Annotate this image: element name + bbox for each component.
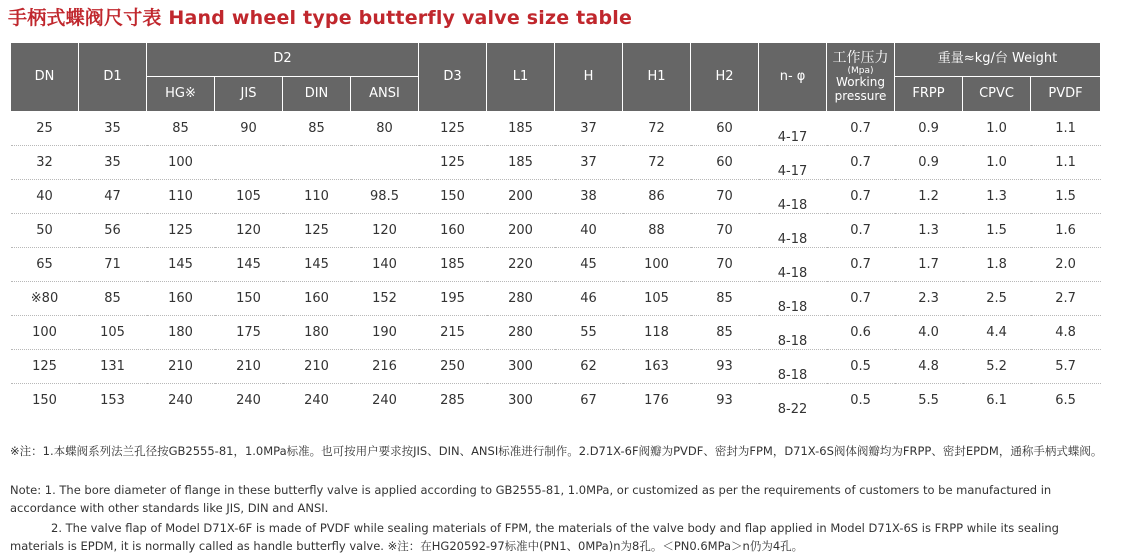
cell-cpvc: 4.4 [963, 316, 1031, 350]
cell-h1: 72 [623, 146, 691, 180]
cell-ansi: 80 [351, 112, 419, 146]
working-pressure-unit: (Mpa) [847, 65, 874, 76]
cell-hg: 125 [147, 214, 215, 248]
cell-d3: 150 [419, 180, 487, 214]
cell-n-phi: 8-18 [759, 316, 827, 350]
cell-wp: 0.6 [827, 316, 895, 350]
table-row [11, 248, 1101, 282]
cell-jis: 145 [215, 248, 283, 282]
cell-hg: 210 [147, 350, 215, 384]
cell-dn: ※80 [11, 282, 79, 316]
cell-wp: 0.7 [827, 248, 895, 282]
cell-wp: 0.5 [827, 350, 895, 384]
header-d2: D2 [147, 43, 419, 77]
cell-frpp: 5.5 [918, 393, 939, 408]
cell-din: 110 [283, 180, 351, 214]
cell-dn: 50 [11, 214, 79, 248]
cell-h1: 72 [623, 112, 691, 146]
header-weight: 重量≈kg/台 Weight [895, 43, 1101, 77]
cell-l1: 200 [487, 180, 555, 214]
cell-cpvc: 1.0 [963, 146, 1031, 180]
cell-h: 37 [555, 112, 623, 146]
cell-din: 180 [283, 316, 351, 350]
cell-dn: 150 [32, 393, 57, 408]
cell-l1: 280 [487, 282, 555, 316]
cell-l1: 300 [508, 393, 533, 408]
cell-n-phi: 4-18 [759, 180, 827, 214]
cell-hg: 160 [147, 282, 215, 316]
cell-din: 210 [283, 350, 351, 384]
cell-dn: 100 [11, 316, 79, 350]
cell-h1: 86 [623, 180, 691, 214]
header-d2-din: DIN [283, 77, 351, 112]
table-row [11, 214, 1101, 248]
cell-cpvc: 1.0 [963, 112, 1031, 146]
header-weight-frpp: FRPP [895, 77, 963, 112]
cell-frpp: 4.8 [895, 350, 963, 384]
cell-hg: 100 [147, 146, 215, 180]
cell-frpp: 4.0 [895, 316, 963, 350]
cell-pvdf: 1.5 [1031, 180, 1101, 214]
cell-h: 46 [555, 282, 623, 316]
cell-h: 67 [580, 393, 597, 408]
cell-frpp: 0.9 [895, 146, 963, 180]
table-body [11, 112, 1101, 418]
cell-din [283, 146, 351, 180]
cell-h: 45 [555, 248, 623, 282]
header-weight-pvdf: PVDF [1031, 77, 1101, 112]
cell-hg: 240 [168, 393, 193, 408]
cell-n-phi: 4-18 [759, 248, 827, 282]
cell-h2: 70 [691, 248, 759, 282]
cell-d1: 35 [79, 146, 147, 180]
cell-dn: 65 [11, 248, 79, 282]
cell-h2: 93 [716, 393, 733, 408]
cell-din: 160 [283, 282, 351, 316]
table-row [11, 146, 1101, 180]
cell-ansi: 240 [372, 393, 397, 408]
cell-jis: 210 [215, 350, 283, 384]
cell-d1: 131 [79, 350, 147, 384]
cell-d3: 195 [419, 282, 487, 316]
table-row [11, 180, 1101, 214]
cell-jis: 150 [215, 282, 283, 316]
cell-jis [215, 146, 283, 180]
cell-hg: 145 [147, 248, 215, 282]
cell-d1: 85 [79, 282, 147, 316]
table-row [11, 350, 1101, 384]
cell-n-phi: 8-22 [777, 402, 808, 417]
cell-wp: 0.7 [827, 180, 895, 214]
table-row [11, 282, 1101, 316]
cell-pvdf: 1.6 [1031, 214, 1101, 248]
cell-ansi: 140 [351, 248, 419, 282]
header-h1: H1 [623, 43, 691, 112]
cell-d1: 35 [79, 112, 147, 146]
cell-pvdf: 4.8 [1031, 316, 1101, 350]
cell-cpvc: 2.5 [963, 282, 1031, 316]
cell-cpvc: 5.2 [963, 350, 1031, 384]
header-d2-jis: JIS [215, 77, 283, 112]
cell-d3: 185 [419, 248, 487, 282]
cell-n-phi: 4-17 [759, 112, 827, 146]
cell-jis: 175 [215, 316, 283, 350]
cell-h1: 88 [623, 214, 691, 248]
cell-d3: 125 [419, 112, 487, 146]
cell-h2: 70 [691, 180, 759, 214]
cell-h: 40 [555, 214, 623, 248]
cell-n-phi: 8-18 [759, 282, 827, 316]
header-h2: H2 [691, 43, 759, 112]
header-d2-ansi: ANSI [351, 77, 419, 112]
header-d2-hg: HG※ [147, 77, 215, 112]
cell-ansi: 98.5 [351, 180, 419, 214]
cell-d1: 56 [79, 214, 147, 248]
cell-cpvc: 1.3 [963, 180, 1031, 214]
header-l1: L1 [487, 43, 555, 112]
cell-d3: 250 [419, 350, 487, 384]
cell-wp: 0.7 [827, 146, 895, 180]
cell-jis: 120 [215, 214, 283, 248]
cell-pvdf: 5.7 [1031, 350, 1101, 384]
cell-pvdf: 1.1 [1031, 146, 1101, 180]
cell-dn: 32 [11, 146, 79, 180]
cell-n-phi: 4-17 [759, 146, 827, 180]
cell-hg: 85 [147, 112, 215, 146]
header-h: H [555, 43, 623, 112]
cell-jis: 240 [236, 393, 261, 408]
cell-d3: 285 [440, 393, 465, 408]
cell-d1: 105 [79, 316, 147, 350]
note-english-2: 2. The valve flap of Model D71X-6F is made of PVDF while sealing materials of FPM, the materials of the valve body and flap applied in Model D71X-6S is FRPP while its sealing materials is EPDM, it is normally called as handle butterfly valve. ※注：在HG20592-97标准中(PN1、0MPa)n为8孔。＜PN0.6MPa＞n仍为4孔。 [10, 521, 1059, 553]
cell-l1: 185 [487, 112, 555, 146]
cell-h2: 85 [691, 316, 759, 350]
header-d1: D1 [79, 43, 147, 112]
cell-din: 125 [283, 214, 351, 248]
cell-ansi: 190 [351, 316, 419, 350]
cell-wp: 0.5 [850, 393, 871, 408]
table-header [11, 43, 1101, 112]
header-n-phi: n- φ [759, 43, 827, 112]
cell-din: 85 [283, 112, 351, 146]
size-table [10, 42, 1101, 417]
cell-frpp: 2.3 [895, 282, 963, 316]
cell-din: 145 [283, 248, 351, 282]
cell-h1: 100 [623, 248, 691, 282]
page-title: 手柄式蝶阀尺寸表 Hand wheel type butterfly valve size table [8, 7, 633, 29]
cell-d3: 125 [419, 146, 487, 180]
cell-h2: 70 [691, 214, 759, 248]
cell-h1: 176 [644, 393, 669, 408]
cell-jis: 90 [215, 112, 283, 146]
cell-h2: 85 [691, 282, 759, 316]
header-weight-cpvc: CPVC [963, 77, 1031, 112]
cell-h2: 60 [691, 112, 759, 146]
note-english-1: Note: 1. The bore diameter of flange in these butterfly valve is applied according to GB2555-81, 1.0MPa, or customized as per the requirements of customers to be manufactured in accordance with other standards like JIS, DIN and ANSI. [10, 483, 1052, 515]
table-row [11, 316, 1101, 350]
cell-l1: 280 [487, 316, 555, 350]
cell-pvdf: 6.5 [1055, 393, 1076, 408]
cell-pvdf: 2.7 [1031, 282, 1101, 316]
working-pressure-en-1: Working [836, 75, 885, 90]
working-pressure-zh: 工作压力 [832, 50, 889, 67]
cell-wp: 0.7 [827, 112, 895, 146]
cell-frpp: 1.7 [895, 248, 963, 282]
cell-ansi [351, 146, 419, 180]
cell-h1: 118 [623, 316, 691, 350]
header-working-pressure [827, 43, 895, 112]
cell-l1: 220 [487, 248, 555, 282]
cell-pvdf: 2.0 [1031, 248, 1101, 282]
cell-h: 37 [555, 146, 623, 180]
working-pressure-en-2: pressure [834, 88, 887, 103]
cell-wp: 0.7 [827, 214, 895, 248]
cell-dn: 125 [11, 350, 79, 384]
cell-cpvc: 1.8 [963, 248, 1031, 282]
cell-ansi: 120 [351, 214, 419, 248]
cell-d3: 215 [419, 316, 487, 350]
cell-wp: 0.7 [827, 282, 895, 316]
cell-h: 38 [555, 180, 623, 214]
cell-d1: 153 [100, 393, 125, 408]
cell-l1: 185 [487, 146, 555, 180]
cell-frpp: 0.9 [895, 112, 963, 146]
cell-din: 240 [304, 393, 329, 408]
cell-h2: 93 [691, 350, 759, 384]
cell-d3: 160 [419, 214, 487, 248]
cell-h2: 60 [691, 146, 759, 180]
cell-frpp: 1.3 [895, 214, 963, 248]
cell-dn: 25 [11, 112, 79, 146]
cell-pvdf: 1.1 [1031, 112, 1101, 146]
cell-hg: 110 [147, 180, 215, 214]
note-chinese: ※注：1.本蝶阀系列法兰孔径按GB2555-81，1.0MPa标准。也可按用户要求按JIS、DIN、ANSI标准进行制作。2.D71X-6F阀瓣为PVDF、密封为FPM，D71X-6S阀体阀瓣均为FRPP、密封EPDM，通称手柄式蝶阀。 [10, 444, 1103, 458]
cell-ansi: 216 [351, 350, 419, 384]
cell-frpp: 1.2 [895, 180, 963, 214]
cell-h: 62 [555, 350, 623, 384]
cell-n-phi: 4-18 [759, 214, 827, 248]
cell-h1: 163 [623, 350, 691, 384]
cell-dn: 40 [11, 180, 79, 214]
cell-d1: 71 [79, 248, 147, 282]
cell-h: 55 [555, 316, 623, 350]
cell-ansi: 152 [351, 282, 419, 316]
header-dn: DN [11, 43, 79, 112]
cell-d1: 47 [79, 180, 147, 214]
table-row [11, 384, 1101, 418]
cell-hg: 180 [147, 316, 215, 350]
cell-l1: 200 [487, 214, 555, 248]
cell-l1: 300 [487, 350, 555, 384]
cell-cpvc: 1.5 [963, 214, 1031, 248]
cell-cpvc: 6.1 [986, 393, 1007, 408]
cell-h1: 105 [623, 282, 691, 316]
table-row [11, 112, 1101, 146]
header-d3: D3 [419, 43, 487, 112]
cell-jis: 105 [215, 180, 283, 214]
cell-n-phi: 8-18 [759, 350, 827, 384]
